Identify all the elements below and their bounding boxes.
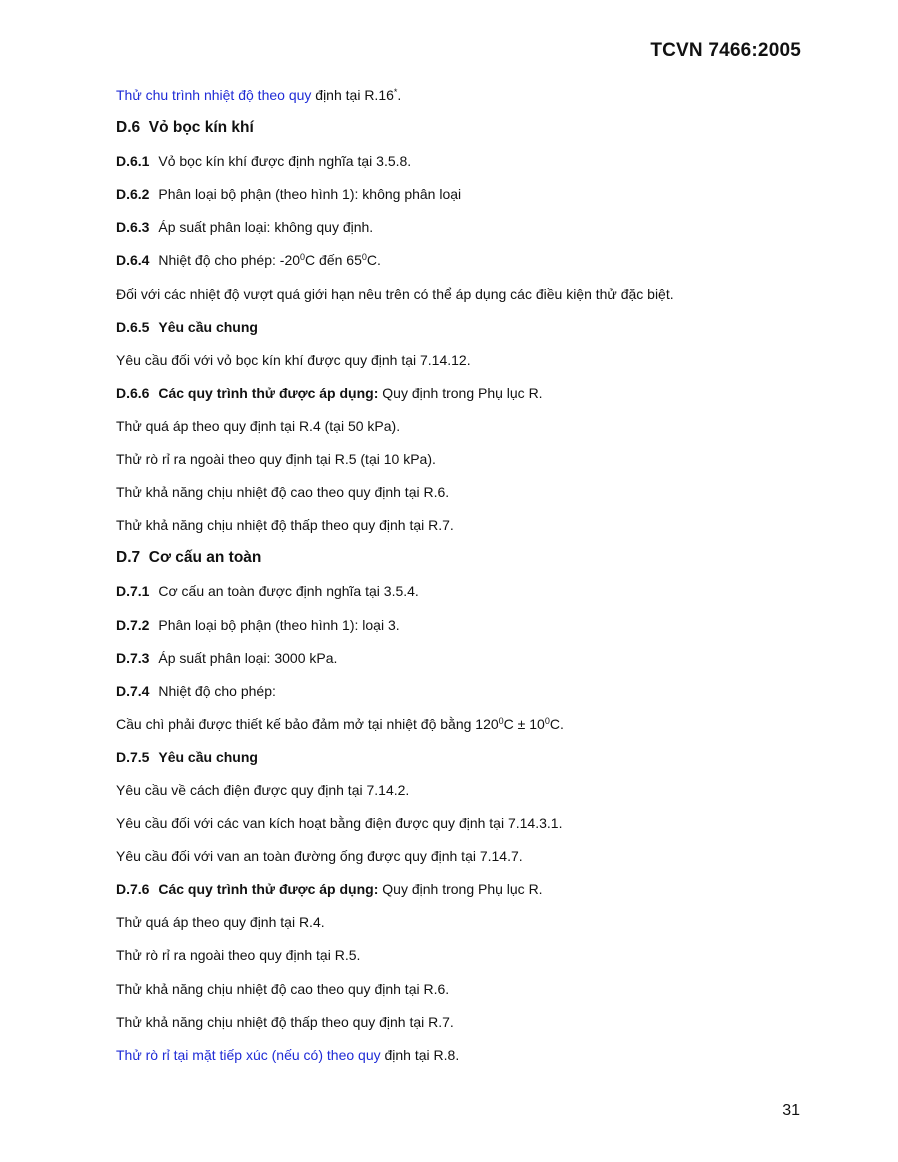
paragraph: Yêu cầu đối với các van kích hoạt bằng điện được quy định tại 7.14.3.1. — [116, 815, 563, 832]
hyperlink[interactable]: Thử chu trình nhiệt độ theo quy — [116, 87, 312, 103]
page-number: 31 — [782, 1102, 800, 1119]
clause-d7-4: D.7.4 Nhiệt độ cho phép: — [116, 682, 276, 699]
paragraph: Đối với các nhiệt độ vượt quá giới hạn nêu trên có thể áp dụng các điều kiện thử đặc biệt. — [116, 285, 674, 302]
clause-d6-5: D.6.5 Yêu cầu chung — [116, 318, 258, 335]
paragraph: Thử khả năng chịu nhiệt độ thấp theo quy định tại R.7. — [116, 517, 454, 534]
clause-d6-2: D.6.2 Phân loại bộ phận (theo hình 1): không phân loại — [116, 186, 462, 203]
paragraph: Thử quá áp theo quy định tại R.4. — [116, 914, 325, 931]
paragraph: Yêu cầu đối với vỏ bọc kín khí được quy định tại 7.14.12. — [116, 351, 471, 368]
hyperlink[interactable]: Thử rò rỉ tại mặt tiếp xúc (nếu có) theo quy — [116, 1046, 381, 1063]
section-heading-d6: D.6 Vỏ bọc kín khí — [116, 119, 254, 137]
section-heading-d7: D.7 Cơ cấu an toàn — [116, 549, 262, 567]
paragraph: Thử rò rỉ ra ngoài theo quy định tại R.5. — [116, 947, 361, 964]
paragraph: Yêu cầu về cách điện được quy định tại 7.14.2. — [116, 781, 410, 798]
paragraph: Cầu chì phải được thiết kế bảo đảm mở tại nhiệt độ bằng $120^0C \pm 10^0C$. — [116, 715, 564, 732]
clause-d6-4: D.6.4 Nhiệt độ cho phép: $-20^0C$ đến $65^0C$. — [116, 252, 381, 269]
paragraph: Thử khả năng chịu nhiệt độ thấp theo quy định tại R.7. — [116, 1013, 454, 1030]
clause-d7-1: D.7.1 Cơ cấu an toàn được định nghĩa tại 3.5.4. — [116, 583, 419, 600]
clause-d6-6: D.6.6 Các quy trình thử được áp dụng: Quy định trong Phụ lục R. — [116, 384, 543, 401]
paragraph: Thử khả năng chịu nhiệt độ cao theo quy định tại R.6. — [116, 484, 450, 501]
clause-d7-6: D.7.6 Các quy trình thử được áp dụng: Quy định trong Phụ lục R. — [116, 881, 543, 898]
clause-d6-1: D.6.1 Vỏ bọc kín khí được định nghĩa tại 3.5.8. — [116, 153, 412, 170]
paragraph: Thử khả năng chịu nhiệt độ cao theo quy định tại R.6. — [116, 980, 450, 997]
paragraph: Thử rò rỉ tại mặt tiếp xúc (nếu có) theo quy định tại R.8. — [116, 1046, 460, 1063]
document-body — [116, 85, 806, 1078]
clause-d7-5: D.7.5 Yêu cầu chung — [116, 748, 258, 765]
paragraph: Yêu cầu đối với van an toàn đường ống được quy định tại 7.14.7. — [116, 848, 523, 865]
clause-d7-3: D.7.3 Áp suất phân loại: 3000 kPa. — [116, 649, 338, 666]
paragraph: Thử quá áp theo quy định tại R.4 (tại 50 kPa). — [116, 417, 401, 434]
document-id: TCVN 7466:2005 — [650, 40, 801, 61]
paragraph: Thử rò rỉ ra ngoài theo quy định tại R.5 (tại 10 kPa). — [116, 451, 436, 468]
clause-d6-3: D.6.3 Áp suất phân loại: không quy định. — [116, 219, 374, 236]
clause-d7-2: D.7.2 Phân loại bộ phận (theo hình 1): loại 3. — [116, 616, 400, 633]
paragraph: Thử chu trình nhiệt độ theo quy định tại R.16*. — [116, 87, 402, 103]
